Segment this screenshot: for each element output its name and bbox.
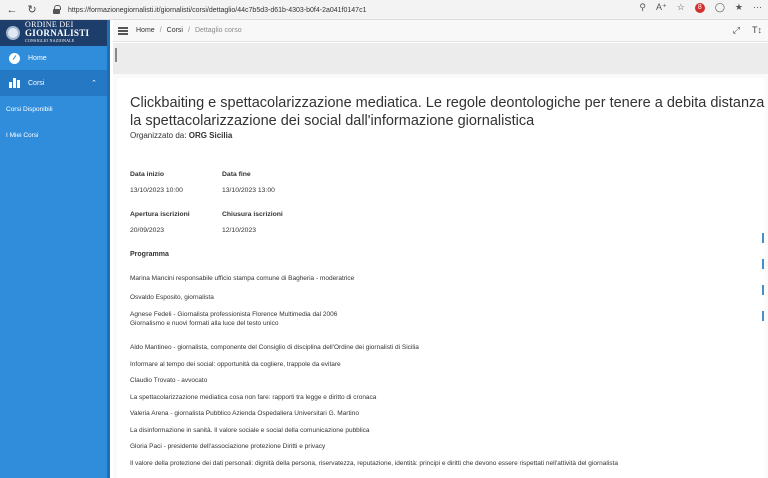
- edge-indicators: [762, 233, 765, 337]
- end-date-label: Data fine: [222, 171, 251, 178]
- menu-icon[interactable]: [118, 27, 128, 35]
- key-icon[interactable]: ⚲: [639, 2, 646, 12]
- logo-line3: CONSIGLIO NAZIONALE: [25, 38, 75, 43]
- courses-icon: [8, 77, 20, 89]
- breadcrumb-separator: /: [187, 27, 190, 34]
- fullscreen-icon[interactable]: ⤢: [732, 25, 740, 35]
- sidebar-item-corsi[interactable]: [0, 70, 107, 96]
- enrollment-close-label: Chiusura iscrizioni: [222, 211, 283, 218]
- text-size-icon[interactable]: T↕: [752, 25, 762, 35]
- enrollment-open-value: 20/09/2023: [130, 227, 165, 234]
- program-line: Agnese Fedeli - Giornalista professionista Florence Multimedia dal 2006: [130, 311, 338, 318]
- refresh-icon[interactable]: ↻: [27, 4, 37, 16]
- browser-essentials-icon[interactable]: ◯: [714, 2, 725, 12]
- program-line: Osvaldo Esposito, giornalista: [130, 294, 214, 301]
- dashboard-icon: [8, 52, 20, 64]
- enrollment-open-label: Apertura iscrizioni: [130, 211, 190, 218]
- course-title: Clickbaiting e spettacolarizzazione mediatica. Le regole deontologiche per tenere a debita distanza la spettacolarizzazione dei social dall'informazione giornalistica: [130, 95, 765, 129]
- address-bar[interactable]: [52, 3, 642, 17]
- sidebar-item-label: Home: [28, 54, 47, 62]
- browser-toolbar: [0, 0, 768, 20]
- banner-divider: [115, 48, 117, 62]
- program-heading: Programma: [130, 251, 169, 258]
- extension-icon[interactable]: 8: [695, 3, 705, 13]
- logo-line2: GIORNALISTI: [25, 28, 90, 38]
- breadcrumb-home[interactable]: Home: [136, 27, 155, 34]
- breadcrumb-corsi[interactable]: Corsi: [166, 27, 183, 34]
- main-content: [113, 74, 768, 478]
- emblem-icon: [6, 26, 20, 40]
- browser-menu-icon[interactable]: ⋯: [753, 2, 762, 12]
- organizer-name: ORG Sicilia: [188, 131, 233, 140]
- favorite-icon[interactable]: ☆: [676, 2, 685, 12]
- program-line: Marina Mancini responsabile ufficio stampa comune di Bagheria - moderatrice: [130, 275, 355, 282]
- course-organizer: Organizzato da: ORG Sicilia: [130, 131, 233, 140]
- sidebar-item-home[interactable]: [0, 46, 107, 70]
- sidebar-item-miei-corsi[interactable]: [0, 122, 107, 148]
- sidebar-item-label: I Miei Corsi: [6, 131, 39, 139]
- program-line: Valeria Arena - giornalista Pubblico Azienda Ospedaliera Universitari G. Martino: [130, 410, 359, 417]
- start-date-label: Data inizio: [130, 171, 164, 178]
- program-line: Gloria Paci - presidente dell'associazione protezione Diritti e privacy: [130, 443, 326, 450]
- program-line: Informare al tempo dei social: opportunità da cogliere, trappole da evitare: [130, 361, 341, 368]
- sidebar-item-corsi-disponibili[interactable]: [0, 96, 107, 122]
- program-line: La spettacolarizzazione mediatica cosa non fare: rapporti tra legge e diritto di cronaca: [130, 394, 377, 401]
- lock-icon: [52, 5, 62, 15]
- url-text: https://formazionegiornalisti.it/giornalisti/corsi/dettaglio/44c7b5d3-d61b-4303-b0f4-2a041f0147c1: [68, 6, 367, 14]
- program-line: Giornalismo e nuovi formati alla luce del testo unico: [130, 320, 279, 327]
- logo[interactable]: [0, 20, 107, 46]
- end-date-value: 13/10/2023 13:00: [222, 187, 275, 194]
- enrollment-close-value: 12/10/2023: [222, 227, 257, 234]
- program-line: Claudio Trovato - avvocato: [130, 377, 208, 384]
- app-header: [113, 20, 768, 42]
- sidebar: [0, 20, 110, 478]
- sidebar-item-label: Corsi: [28, 79, 45, 87]
- read-aloud-icon[interactable]: A⁺: [656, 2, 667, 12]
- program-line: Il valore della protezione dei dati personali: dignità della persona, riservatezza, reputazione, identità: principi e diritti che devono essere rispettati nell'attività del giornalista: [130, 460, 618, 467]
- browser-tools: [639, 2, 762, 13]
- start-date-value: 13/10/2023 10:00: [130, 187, 183, 194]
- chevron-up-icon: ⌃: [91, 80, 97, 87]
- program-line: La disinformazione in sanità. Il valore sociale e social della comunicazione pubblica: [130, 427, 370, 434]
- logo-line1: ORDINE DEI: [25, 20, 74, 29]
- favorites-bar-icon[interactable]: ★: [734, 2, 743, 12]
- breadcrumb-current: Dettaglio corso: [194, 27, 242, 34]
- sidebar-item-label: Corsi Disponibili: [6, 105, 53, 113]
- course-detail-card: [117, 78, 765, 478]
- page-banner: [113, 43, 768, 74]
- breadcrumb-separator: /: [159, 27, 162, 34]
- back-icon[interactable]: ←: [6, 3, 18, 16]
- program-line: Aldo Mantineo - giornalista, componente del Consiglio di disciplina dell'Ordine dei giornalisti di Sicilia: [130, 344, 419, 351]
